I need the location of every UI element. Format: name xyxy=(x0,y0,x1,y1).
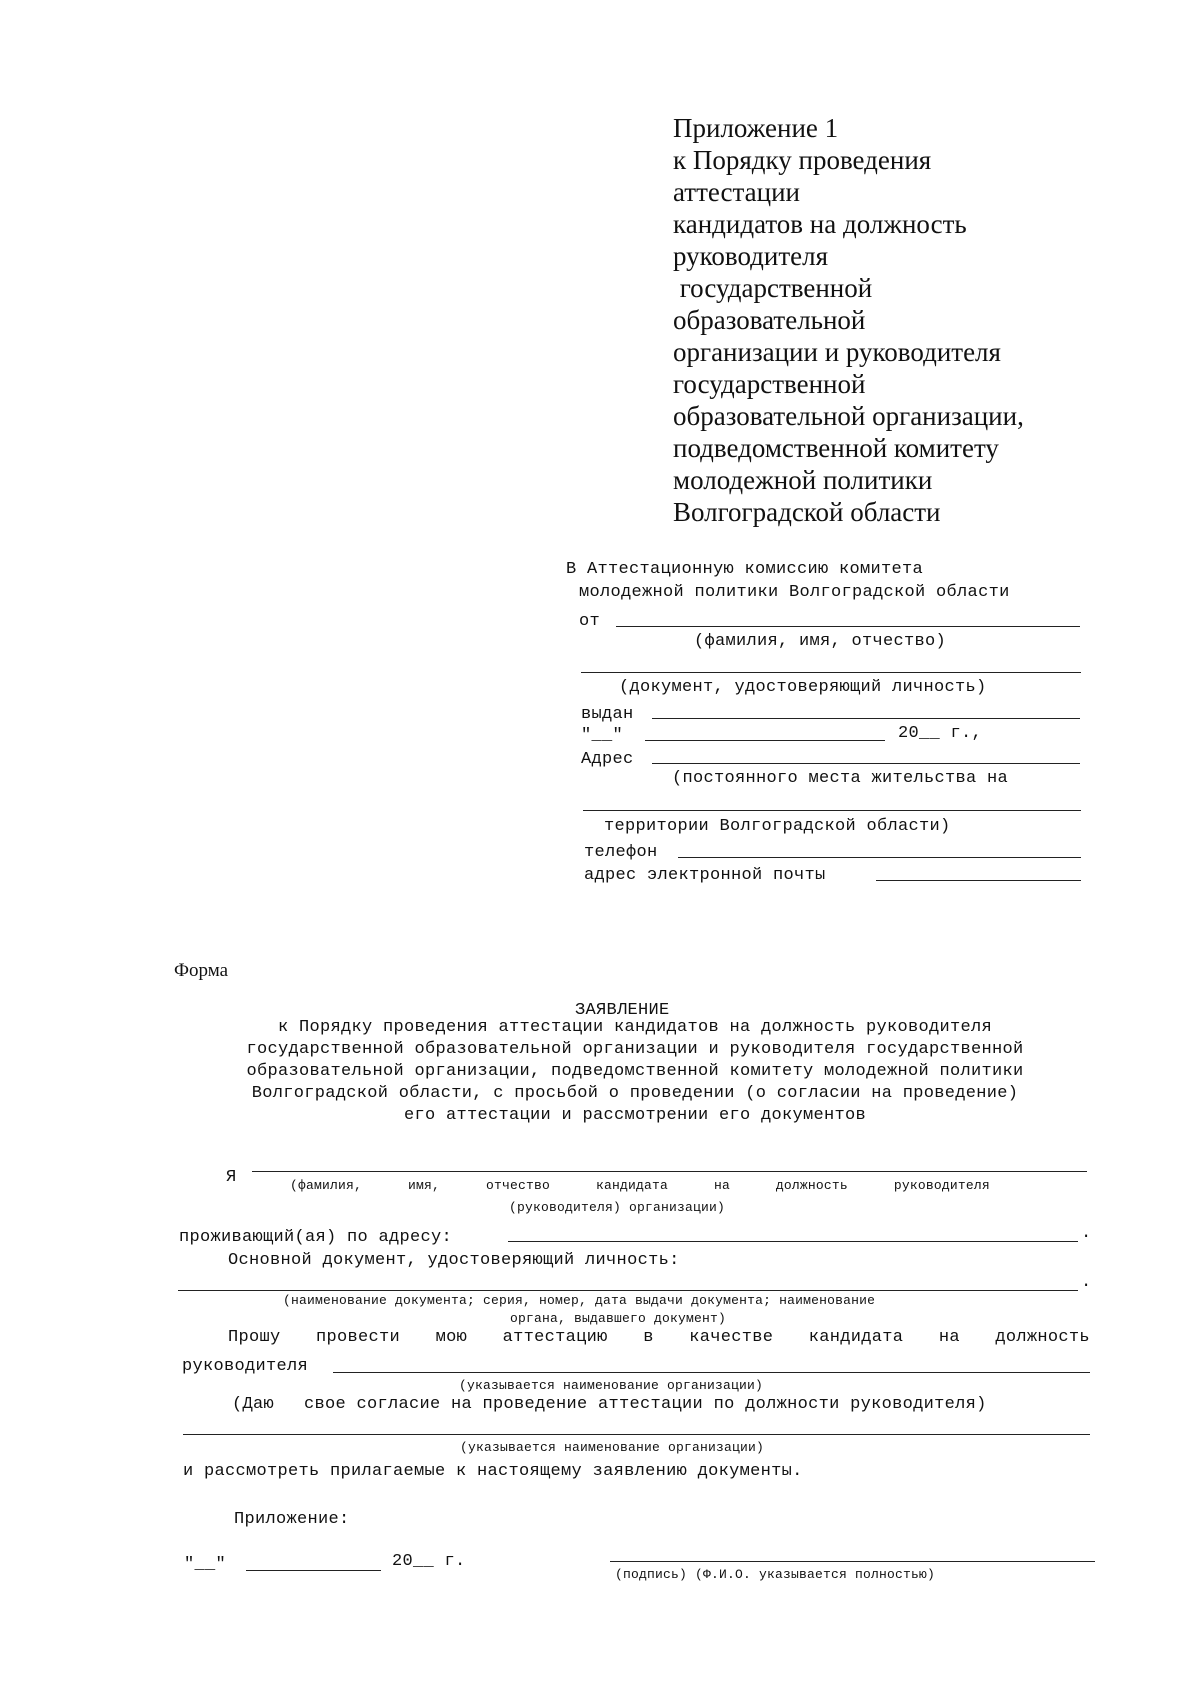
candidate-caption xyxy=(290,1178,990,1193)
appendix-line: к Порядку проведения xyxy=(673,145,932,175)
appendix-line: образовательной организации, xyxy=(673,401,1024,431)
request-word: мою xyxy=(435,1328,468,1347)
candidate-caption-word: (фамилия, xyxy=(290,1178,363,1193)
statement-subtitle-line: государственной образовательной организации и руководителя государственной xyxy=(246,1040,1024,1059)
attachment-label: Приложение: xyxy=(234,1510,350,1529)
address-field-line-2[interactable] xyxy=(583,810,1081,811)
i-label: Я xyxy=(226,1168,237,1187)
appendix-line: образовательной xyxy=(673,305,866,335)
appendix-line: Волгоградской области xyxy=(673,497,941,527)
organization-caption: (указывается наименование организации) xyxy=(459,1378,764,1393)
candidate-caption-word: кандидата xyxy=(595,1178,668,1193)
head-label: руководителя xyxy=(182,1357,309,1376)
phone-field-line[interactable] xyxy=(678,857,1081,858)
candidate-caption-word: имя, xyxy=(407,1178,440,1193)
issued-date-month-line[interactable] xyxy=(645,740,885,741)
signature-field-line[interactable] xyxy=(610,1561,1095,1562)
signing-date-day: "__" xyxy=(184,1555,227,1574)
statement-subtitle-line: Волгоградской области, с просьбой о проведении (о согласии на проведение) xyxy=(251,1084,1019,1103)
residing-label: проживающий(ая) по адресу: xyxy=(179,1228,453,1247)
address-label: Адрес xyxy=(581,750,634,769)
id-document-caption: (документ, удостоверяющий личность) xyxy=(619,678,987,697)
signature-caption: (подпись) (Ф.И.О. указывается полностью) xyxy=(615,1567,936,1582)
address-caption-1: (постоянного места жительства на xyxy=(672,769,1009,788)
appendix-line: государственной xyxy=(673,369,866,399)
from-label: от xyxy=(579,612,601,631)
fio-caption: (фамилия, имя, отчество) xyxy=(694,632,947,651)
candidate-caption-word: отчество xyxy=(485,1178,550,1193)
id-document-field-line[interactable] xyxy=(581,672,1081,673)
residing-dot: . xyxy=(1081,1224,1092,1243)
document-caption-2: органа, выдавшего документ) xyxy=(510,1311,727,1326)
statement-subtitle-line: его аттестации и рассмотрении его документов xyxy=(403,1106,867,1125)
consent-organization-field-line[interactable] xyxy=(183,1434,1090,1435)
main-document-label: Основной документ, удостоверяющий личность: xyxy=(228,1251,680,1270)
email-field-line[interactable] xyxy=(876,880,1081,881)
request-word: аттестацию xyxy=(502,1328,608,1347)
statement-subtitle-line: к Порядку проведения аттестации кандидатов на должность руководителя xyxy=(277,1018,993,1037)
main-document-dot: . xyxy=(1081,1273,1092,1292)
appendix-line: руководителя xyxy=(673,241,829,271)
appendix-line: Приложение 1 xyxy=(673,113,839,143)
candidate-caption-word: руководителя xyxy=(893,1178,990,1193)
candidate-caption-word: на xyxy=(713,1178,730,1193)
appendix-line: кандидатов на должность xyxy=(673,209,967,239)
signing-date-year: 20__ г. xyxy=(392,1552,466,1571)
request-word: на xyxy=(938,1328,960,1347)
main-document-field-line[interactable] xyxy=(178,1290,1078,1291)
email-label: адрес электронной почты xyxy=(584,866,826,885)
addressee-line-2: молодежной политики Волгоградской области xyxy=(579,583,1010,602)
request-line xyxy=(228,1328,1090,1347)
appendix-line: подведомственной комитету xyxy=(673,433,999,463)
consent-open: (Даю xyxy=(232,1395,275,1414)
statement-title: ЗАЯВЛЕНИЕ xyxy=(575,1001,670,1020)
appendix-line: аттестации xyxy=(673,177,800,207)
fio-field-line[interactable] xyxy=(616,626,1080,627)
appendix-line: государственной xyxy=(673,273,873,303)
issued-label: выдан xyxy=(581,705,634,724)
request-word: должность xyxy=(995,1328,1090,1347)
address-caption-2: территории Волгоградской области) xyxy=(604,817,951,836)
address-field-line[interactable] xyxy=(652,763,1080,764)
document-caption-1: (наименование документа; серия, номер, дата выдачи документа; наименование xyxy=(283,1293,876,1308)
candidate-caption-2: (руководителя) организации) xyxy=(509,1200,726,1215)
signing-date-month-line[interactable] xyxy=(246,1570,381,1571)
statement-subtitle-line: образовательной организации, подведомственной комитету молодежной политики xyxy=(246,1062,1024,1081)
candidate-name-field-line[interactable] xyxy=(252,1171,1087,1172)
form-label: Форма xyxy=(174,960,229,981)
candidate-caption-word: должность xyxy=(775,1178,848,1193)
request-word: Прошу xyxy=(228,1328,281,1347)
request-word: в xyxy=(643,1328,654,1347)
appendix-heading xyxy=(673,112,1024,528)
request-word: качестве xyxy=(689,1328,774,1347)
request-word: провести xyxy=(316,1328,401,1347)
issued-date-day: "__" xyxy=(581,726,624,745)
addressee-line-1: В Аттестационную комиссию комитета xyxy=(566,560,924,579)
issued-field-line[interactable] xyxy=(652,718,1080,719)
residing-address-field-line[interactable] xyxy=(508,1241,1078,1242)
organization-field-line[interactable] xyxy=(333,1372,1090,1373)
consent-text: свое согласие на проведение аттестации по должности руководителя) xyxy=(304,1395,987,1414)
consider-text: и рассмотреть прилагаемые к настоящему заявлению документы. xyxy=(183,1462,803,1481)
phone-label: телефон xyxy=(584,843,658,862)
request-word: кандидата xyxy=(808,1328,904,1347)
appendix-line: организации и руководителя xyxy=(673,337,1001,367)
appendix-line: молодежной политики xyxy=(673,465,933,495)
organization-caption-2: (указывается наименование организации) xyxy=(460,1440,765,1455)
issued-date-year: 20__ г., xyxy=(898,724,983,743)
